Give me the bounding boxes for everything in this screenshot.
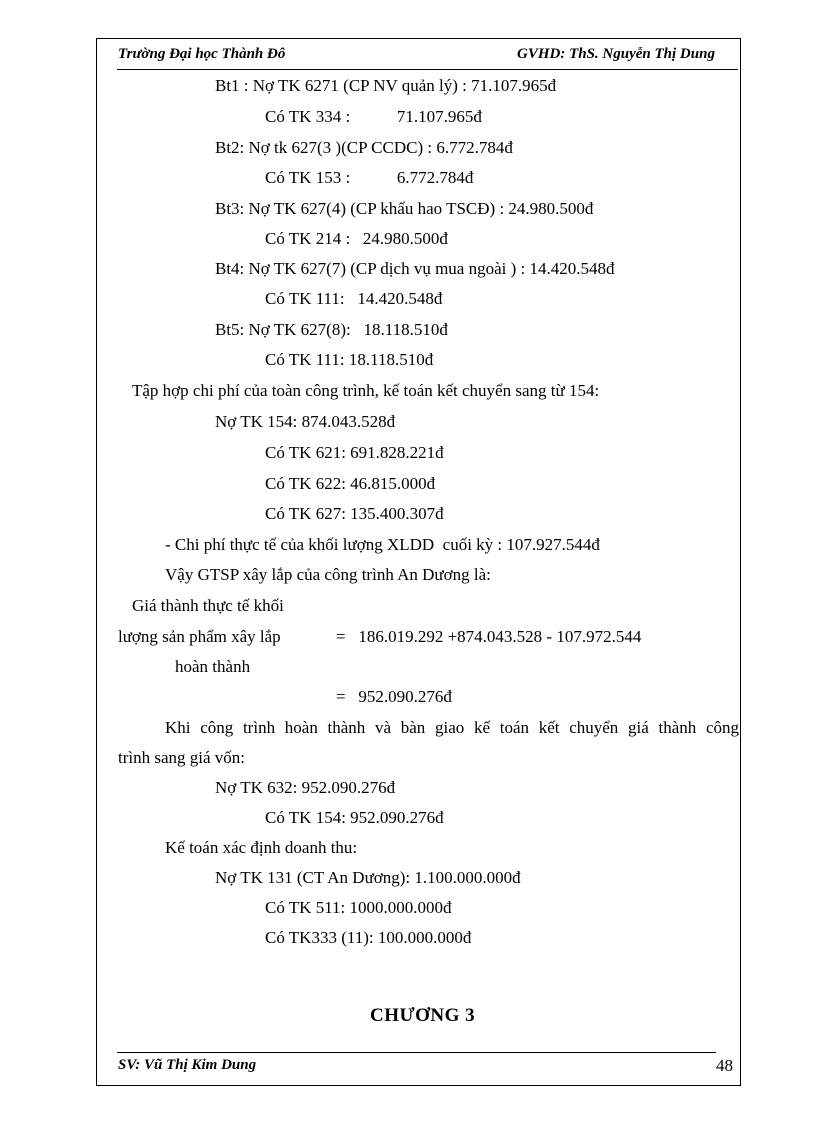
xldd-cost: - Chi phí thực tế của khối lượng XLDD cuối kỳ : 107.927.544đ [165, 535, 600, 554]
formula-label-line3: hoàn thành [175, 657, 251, 676]
summary-credit-622: Có TK 622: 46.815.000đ [265, 474, 436, 493]
page-number: 48 [716, 1056, 733, 1075]
summary-debit-154: Nợ TK 154: 874.043.528đ [215, 412, 396, 431]
revenue-credit-511: Có TK 511: 1000.000.000đ [265, 898, 452, 917]
entry-bt3-credit: Có TK 214 : 24.980.500đ [265, 229, 448, 248]
entry-bt5-debit: Bt5: Nợ TK 627(8): 18.118.510đ [215, 320, 448, 339]
formula-equation: = 186.019.292 +874.043.528 - 107.972.544 [336, 627, 642, 646]
entry-bt4-credit: Có TK 111: 14.420.548đ [265, 289, 443, 308]
header-supervisor: GVHD: ThS. Nguyễn Thị Dung [517, 46, 715, 62]
header-divider [117, 69, 738, 70]
revenue-intro: Kế toán xác định doanh thu: [165, 838, 358, 857]
closing-paragraph-line1: Khi công trình hoàn thành và bàn giao kế toán kết chuyển giá thành công [165, 718, 739, 737]
header-school: Trường Đại học Thành Đô [118, 46, 286, 62]
footer-divider [117, 1052, 716, 1053]
summary-credit-621: Có TK 621: 691.828.221đ [265, 443, 444, 462]
entry-bt1-credit: Có TK 334 : 71.107.965đ [265, 107, 482, 126]
formula-result: = 952.090.276đ [336, 687, 452, 706]
closing-paragraph-line2: trình sang giá vốn: [118, 748, 246, 767]
gtsp-statement: Vậy GTSP xây lắp của công trình An Dương là: [165, 565, 491, 584]
footer-student: SV: Vũ Thị Kim Dung [118, 1057, 257, 1073]
summary-intro: Tập hợp chi phí của toàn công trình, kế toán kết chuyển sang từ 154: [132, 381, 600, 400]
formula-label-line2: lượng sản phẩm xây lắp [118, 627, 281, 646]
entry-bt5-credit: Có TK 111: 18.118.510đ [265, 350, 434, 369]
entry-bt2-debit: Bt2: Nợ tk 627(3 )(CP CCDC) : 6.772.784đ [215, 138, 513, 157]
entry-bt4-debit: Bt4: Nợ TK 627(7) (CP dịch vụ mua ngoài ) : 14.420.548đ [215, 259, 615, 278]
formula-label-line1: Giá thành thực tế khối [132, 596, 284, 615]
chapter-heading: CHƯƠNG 3 [370, 1005, 476, 1026]
closing-debit-632: Nợ TK 632: 952.090.276đ [215, 778, 396, 797]
entry-bt2-credit: Có TK 153 : 6.772.784đ [265, 168, 474, 187]
summary-credit-627: Có TK 627: 135.400.307đ [265, 504, 444, 523]
closing-credit-154: Có TK 154: 952.090.276đ [265, 808, 444, 827]
entry-bt1-debit: Bt1 : Nợ TK 6271 (CP NV quản lý) : 71.107.965đ [215, 76, 557, 95]
revenue-debit-131: Nợ TK 131 (CT An Dương): 1.100.000.000đ [215, 868, 521, 887]
entry-bt3-debit: Bt3: Nợ TK 627(4) (CP khấu hao TSCĐ) : 24.980.500đ [215, 199, 594, 218]
revenue-credit-333: Có TK333 (11): 100.000.000đ [265, 928, 472, 947]
